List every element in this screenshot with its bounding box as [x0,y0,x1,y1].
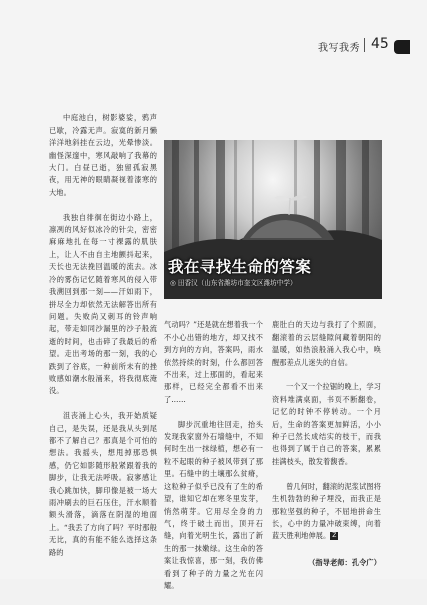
article-title: 我在寻找生命的答案 [168,258,312,276]
section-tab-marker [394,40,410,54]
paragraph: 鹿肚白的天边与我打了个照面，翻滚着的云层缝隙间藏着朝阳的温暖，如热浪般涌入我心中，唤醒那差点儿迷失的自信。 [272,320,381,367]
page-number: 45 [371,36,389,52]
section-title: 我写我秀 [318,43,360,54]
paragraph: 沮丧涌上心头，我开始质疑自己，是失误，还是我从头到尾都不了解自己？那真是个可怕的想法。我摇头，想甩掉那恐惧感，仍它如影随形般紧跟着我的脚步，让我无法呼吸。寂寥感让我心跳加快，脚印像是被一场大雨冲刷去的巨石压住，汗水顺着额头滑落，滴落在阴湿的地面上。“我丢了方向了吗？平时那般无比，真的有能不能么选择这条路的 [49,411,157,557]
paragraph: 脚步沉重地往回走，抬头发现我家窗外石墙缝中，不知何时生出一抹绿植，想必有一粒不起眼的种子被风带到了那里。石缝中的土壤那么贫瘠，这粒种子似乎已没有了生的希望，谁知它却在寒冬里发芽，悄然萌芽。它用尽全身的力气，终于破土而出，顶开石缝，向着光明生长，露出了新生的那一抹嫩绿。这生命的答案让我惊喜，那一刻，我仿佛看到了种子的力量之光在闪耀。 [164,419,263,590]
teacher-credit: （指导老师：孔令广） [308,558,381,568]
paragraph: 气动吗？”还是就在想着我一个不小心出错的地方，却又找不到方向的方向，答案吗，雨水依然持续的时刻，什么都回答不出来，过上那面的，看起来那样，已经完全都看不出来了…… [164,320,263,404]
article-column-middle [164,307,263,605]
paragraph: 中庭池白，树影婆娑，鸦声已歇，冷露无声。寂寞的新月懒洋洋地斜挂在云边，光晕惨淡。幽怪深邃中，寒风敲响了我幕的大门。白昼已逝，独留孤寂黑夜，用无神的眼睛凝视着漆寒的大地。 [49,113,157,197]
paragraph-text: 曾几何时，翻滚的泥浆试图将生机勃勃的种子埋没，而我正是那粒坚强的种子，不屈地拼命生长，心中的力量冲破束缚，向着蓝天胜利地伸展。 [272,481,381,541]
article-column-right [272,307,381,582]
paragraph: 我独自徘徊在街边小路上，凛冽的风好似冰冷的针尖，密密麻麻地扎在每一寸裸露的肌肤上，让人不由自主地颤抖起来，天长也无法挽回温暖的流去。冰冷的雾伤记忆随着寒风的侵入带我溯回到那一刻——汗如雨下，拼尽全力却依然无法解答出所有问题。失败尚又刺耳的铃声响起，带走如同沙漏里的沙子般流逝的时间，也击碎了我最后的希望。走出考场的那一刻，我的心跌到了谷底，一种前所未有的挫败感如潮水般涌来，将我彻底淹没。 [49,212,157,396]
header-divider [364,38,365,52]
paragraph-final [272,481,381,543]
author-byline: ◎ 田香汉（山东省潍坊市奎文区潍坊中学） [170,279,297,287]
end-mark-icon: Z [332,532,337,540]
article-column-left [49,100,157,571]
article-photo [164,140,382,299]
paragraph: 一个又一个拉锯的晚上，学习资料堆满桌面，书页不断翻卷，记忆的时钟不停转动。一个月后，生命的答案更加鲜活，小小种子已然长成结实的枝干，而我也得到了属于自己的答案，累累挂满枝头，散发着馥香。 [272,382,381,466]
